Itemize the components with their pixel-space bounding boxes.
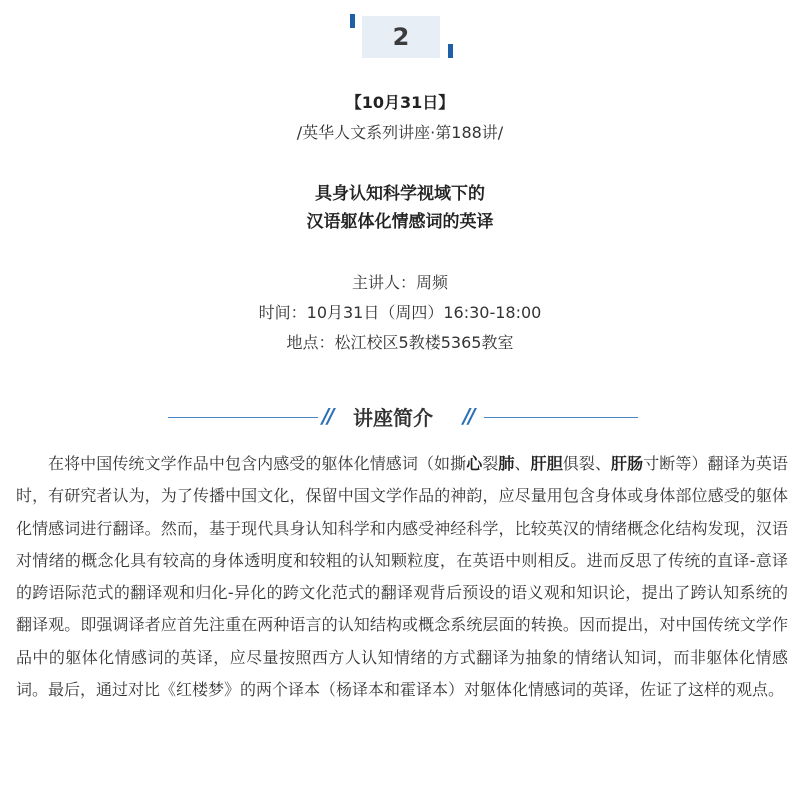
lecture-title-line1: 具身认知科学视域下的	[315, 184, 485, 204]
lecture-time: 时间：10月31日（周四）16:30-18:00	[258, 303, 542, 322]
lecture-date: 【10月31日】	[345, 93, 455, 112]
intro-text: 俱裂、	[562, 454, 612, 473]
slash-decoration: //	[322, 404, 333, 428]
intro-bold-term: 肝胆	[530, 454, 563, 473]
section-title: 讲座简介	[353, 406, 433, 430]
intro-text: 、	[514, 454, 531, 473]
intro-bold-term: 肺	[498, 454, 515, 473]
intro-text: 裂	[482, 454, 499, 473]
intro-paragraph	[16, 448, 788, 706]
badge-corner-mark	[448, 44, 453, 58]
lecture-title-line2: 汉语躯体化情感词的英译	[306, 212, 494, 232]
section-header	[0, 402, 800, 432]
divider-line	[168, 417, 318, 418]
lecture-series: /英华人文系列讲座·第188讲/	[296, 123, 504, 142]
lecture-speaker: 主讲人：周频	[351, 273, 448, 292]
lecture-number-badge	[348, 14, 458, 60]
intro-bold-term: 心	[466, 454, 483, 473]
slash-decoration: //	[463, 404, 474, 428]
lecture-title	[0, 180, 800, 236]
intro-bold-term: 肝肠	[611, 454, 644, 473]
intro-text: 在将中国传统文学作品中包含内感受的躯体化情感词（如撕	[48, 454, 467, 473]
intro-text: 寸断等）翻译为英语时，有研究者认为，为了传播中国文化，保留中国文学作品的神韵，应尽量用包含身体或身体部位感受的躯体化情感词进行翻译。然而，基于现代具身认知科学和内感受神经科学，比较英汉的情绪概念化结构发现，汉语对情绪的概念化具有较高的身体透明度和较粗的认知颗粒度，在英语中则相反。进而反思了传统的直译-意译的跨语际范式的翻译观和归化-异化的跨文化范式的翻译观背后预设的语义观和知识论，提出了跨认知系统的翻译观。即强调译者应首先注重在两种语言的认知结构或概念系统层面的转换。因而提出，对中国传统文学作品中的躯体化情感词的英译，应尽量按照西方人认知情绪的方式翻译为抽象的情绪认知词，而非躯体化情感词。最后，通过对比《红楼梦》的两个译本（杨译本和霍译本）对躯体化情感词的英译，佐证了这样的观点。	[16, 454, 788, 700]
lecture-place: 地点：松江校区5教楼5365教室	[286, 333, 514, 352]
divider-line	[484, 417, 638, 418]
badge-number: 2	[362, 16, 440, 58]
badge-corner-mark	[350, 14, 355, 28]
